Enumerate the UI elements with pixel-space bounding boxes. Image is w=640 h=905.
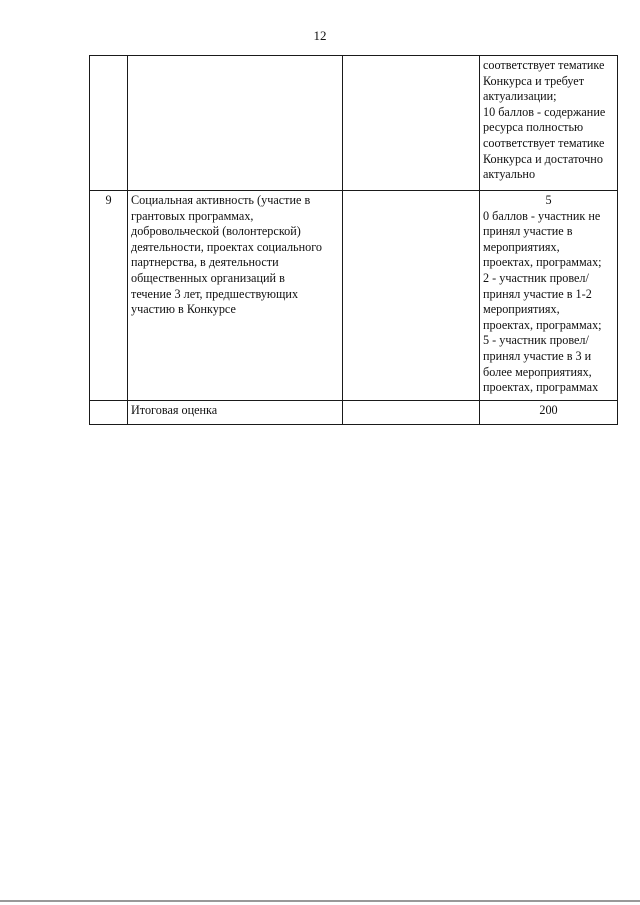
- row-number-cell: [90, 401, 128, 425]
- score-description-cell: [480, 191, 618, 401]
- score-line: более мероприятиях,: [483, 364, 592, 379]
- criterion-name-line: грантовых программах,: [131, 208, 254, 223]
- score-line: проектах, программах: [483, 380, 599, 395]
- criterion-name-line: добровольческой (волонтерской): [131, 224, 301, 239]
- score-line: Конкурса и достаточно: [483, 151, 603, 166]
- criterion-name-line: партнерства, в деятельности: [131, 255, 279, 270]
- table-row: [90, 191, 618, 401]
- table-row: [90, 56, 618, 191]
- score-line: проектах, программах;: [483, 255, 602, 270]
- middle-cell: [343, 191, 480, 401]
- scan-edge-line: [0, 900, 640, 902]
- score-line: 5 - участник провел/: [483, 333, 589, 348]
- middle-cell: [343, 401, 480, 425]
- score-line: ресурса полностью: [483, 120, 584, 135]
- score-line: принял участие в: [483, 224, 573, 239]
- criterion-name-line: деятельности, проектах социального: [131, 239, 323, 254]
- total-row: [90, 401, 618, 425]
- score-line: 2 - участник провел/: [483, 270, 589, 285]
- score-line: Конкурса и требует: [483, 73, 585, 88]
- score-line: принял участие в 1-2: [483, 286, 592, 301]
- page-number: 12: [313, 28, 327, 43]
- score-line: 0 баллов - участник не: [483, 208, 601, 223]
- total-label: Итоговая оценка: [128, 401, 343, 425]
- criterion-name-cell: [128, 56, 343, 191]
- criterion-name-cell: [128, 191, 343, 401]
- score-line: соответствует тематике: [483, 135, 605, 150]
- criterion-name-line: течение 3 лет, предшествующих: [131, 286, 299, 301]
- score-description-cell: [480, 56, 618, 191]
- max-score: 5: [545, 193, 552, 207]
- score-line: актуализации;: [483, 89, 557, 104]
- criterion-name-line: участию в Конкурсе: [131, 302, 236, 317]
- middle-cell: [343, 56, 480, 191]
- criteria-table: [89, 55, 618, 425]
- total-score: 200: [480, 401, 618, 425]
- score-line: мероприятиях,: [483, 302, 560, 317]
- criterion-name-line: Социальная активность (участие в: [131, 193, 311, 207]
- row-number-cell: 9: [90, 191, 128, 401]
- row-number-cell: [90, 56, 128, 191]
- criterion-name-line: общественных организаций в: [131, 270, 285, 285]
- score-line: мероприятиях,: [483, 239, 560, 254]
- score-line: актуально: [483, 167, 536, 182]
- score-line: проектах, программах;: [483, 317, 602, 332]
- score-line: принял участие в 3 и: [483, 348, 592, 363]
- score-line: соответствует тематике: [483, 58, 605, 72]
- score-line: 10 баллов - содержание: [483, 104, 606, 119]
